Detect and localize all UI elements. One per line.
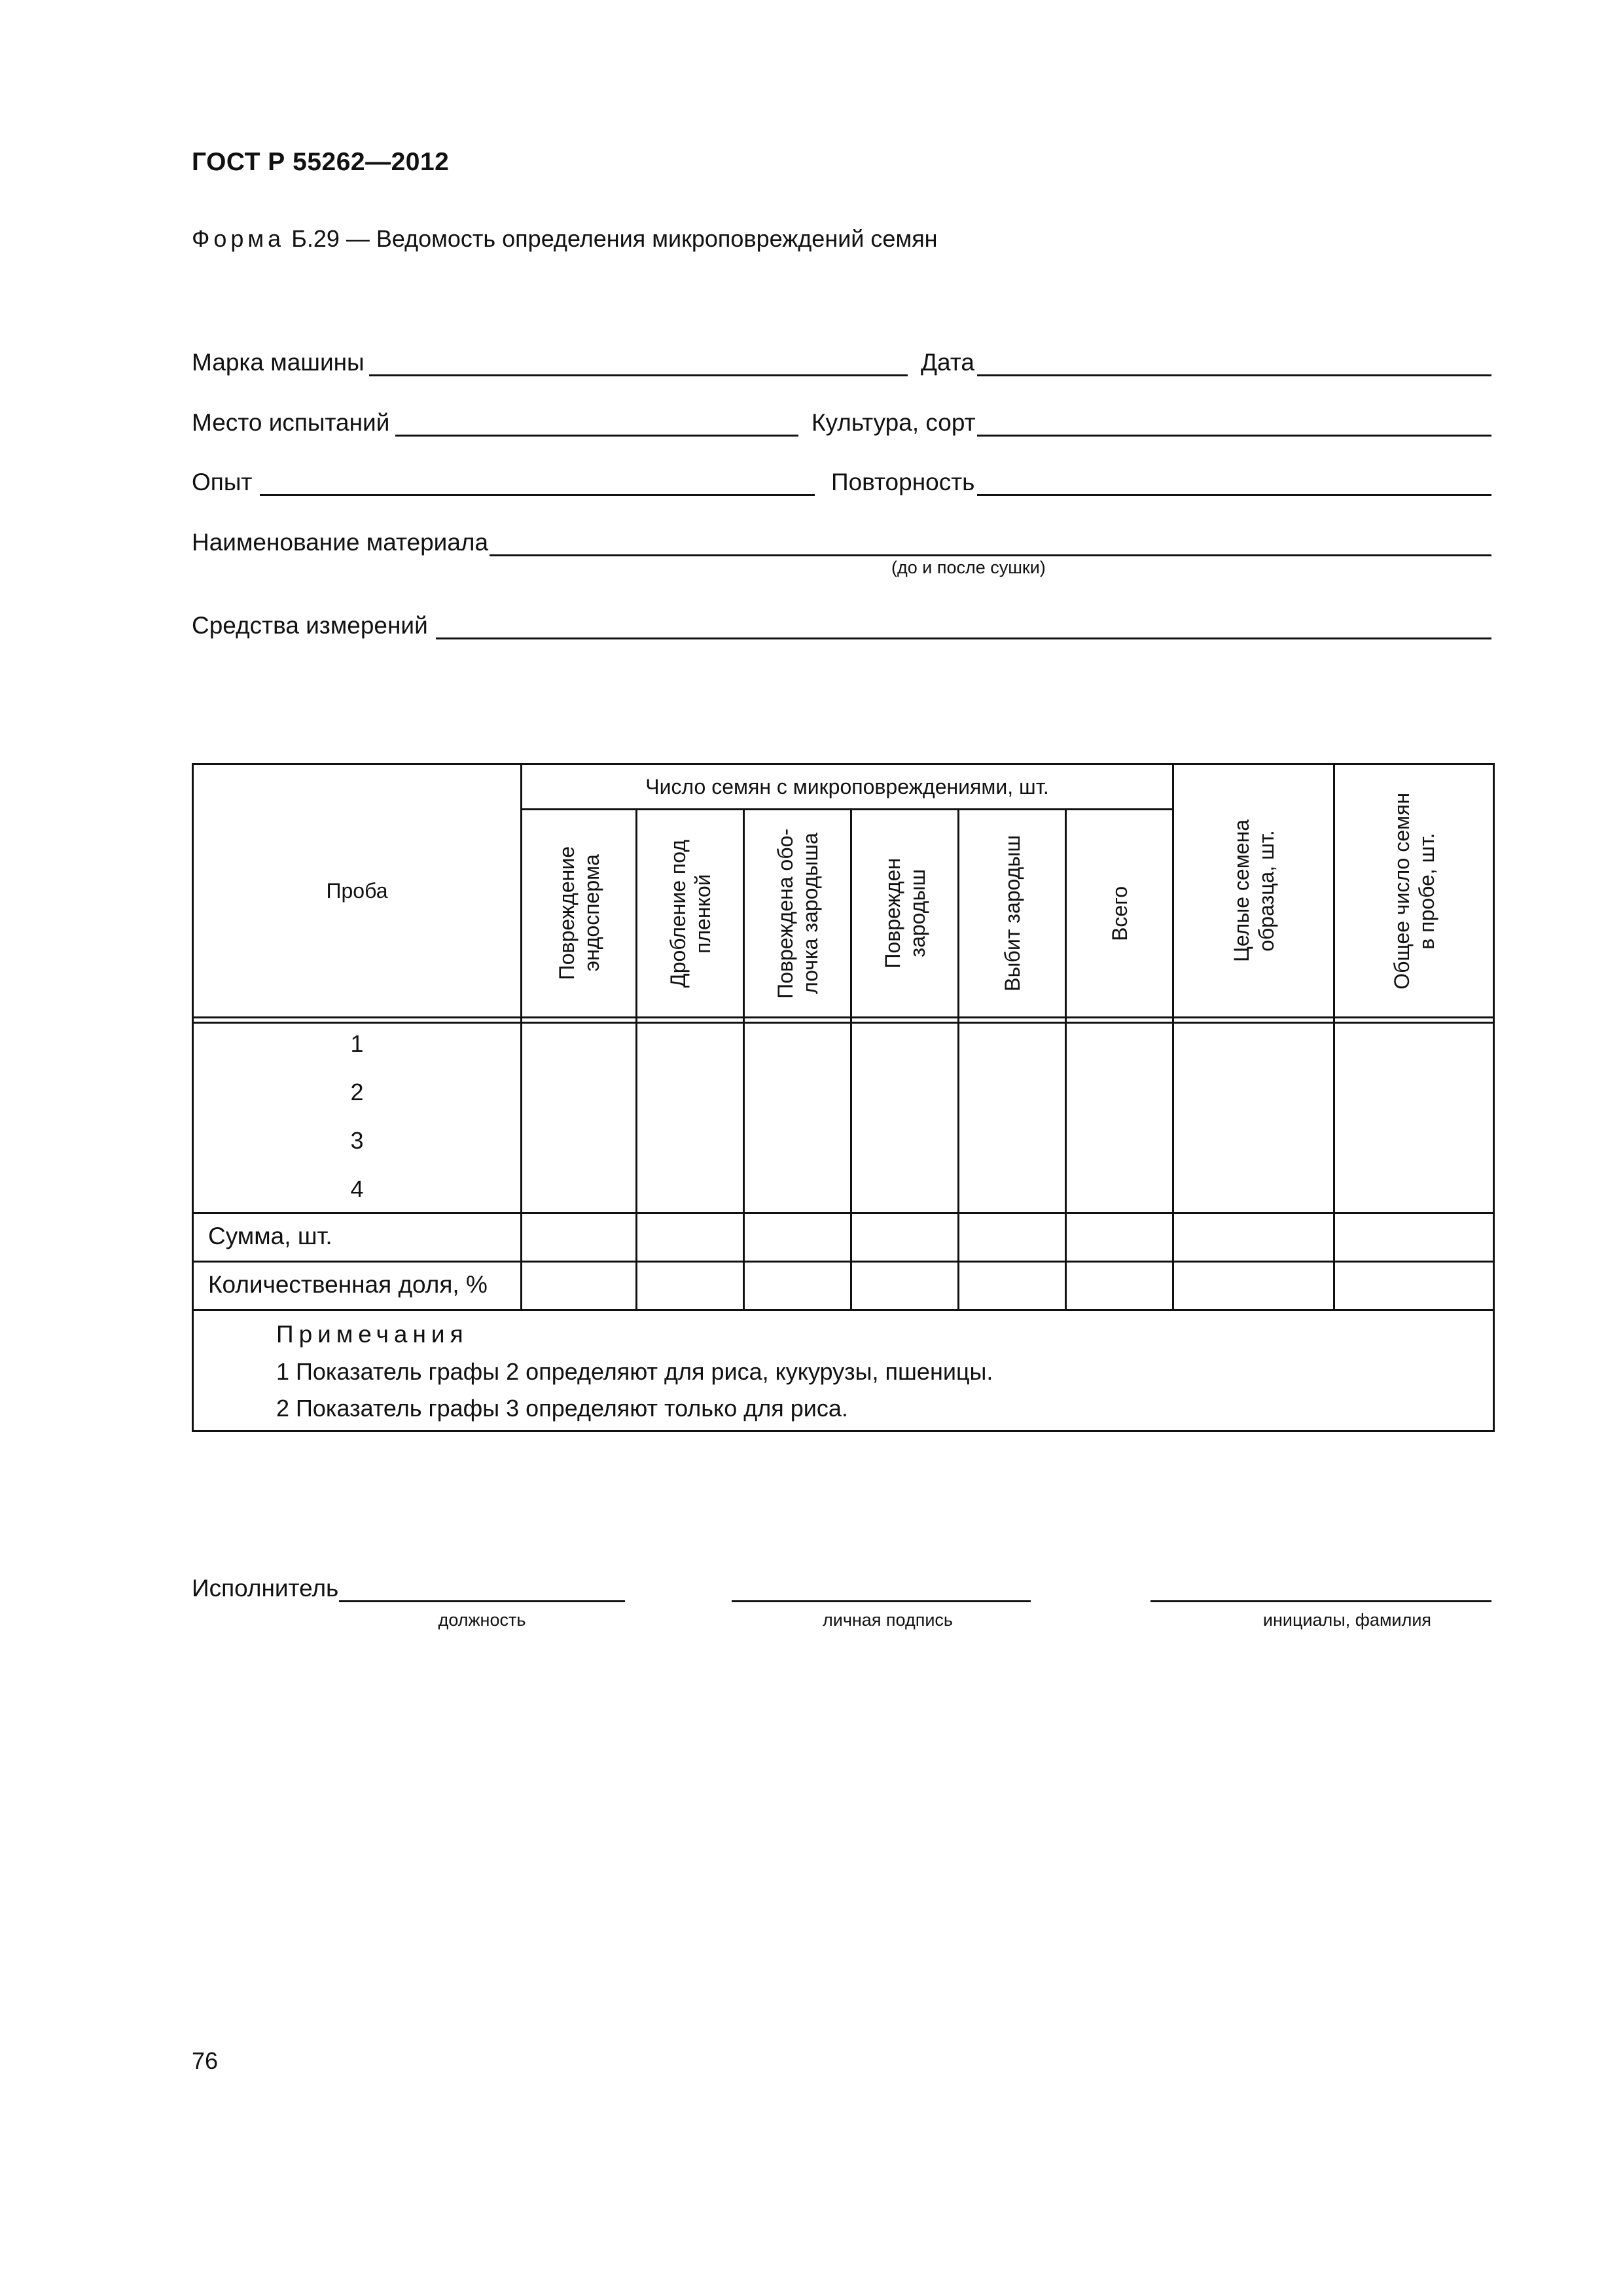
- date-label: Дата: [921, 349, 974, 376]
- column-header-label: Целые семена образца, шт.: [1229, 819, 1278, 962]
- document-header: ГОСТ Р 55262—2012: [192, 148, 450, 176]
- column-header-label: Выбит зародыш: [1000, 835, 1024, 992]
- test-place-field[interactable]: [395, 435, 798, 437]
- culture-field[interactable]: [977, 435, 1491, 437]
- sample-number: 4: [350, 1175, 364, 1202]
- column-header-label: Общее число семян в пробе, шт.: [1389, 792, 1438, 990]
- sum-row-label: Сумма, шт.: [208, 1223, 332, 1249]
- sample-number: 3: [350, 1127, 364, 1154]
- column-header-label: Повреждение эндосперма: [554, 846, 603, 980]
- notes-title: Примечания: [276, 1321, 469, 1348]
- initials-hint: инициалы, фамилия: [1262, 1610, 1432, 1630]
- column-header-label: Поврежден зародыш: [880, 858, 929, 969]
- column-header-crushing: [637, 810, 743, 1016]
- page-number: 76: [192, 2047, 219, 2074]
- column-group-header: Число семян с микроповреждениями, шт.: [645, 774, 1049, 798]
- table-hline: [192, 1309, 1495, 1311]
- column-header-embryo-knocked-out: [959, 810, 1065, 1016]
- signature-hint: личная подпись: [822, 1610, 954, 1630]
- column-header-label: Всего: [1107, 886, 1132, 941]
- column-header-label: Повреждена обо- лочка зародыша: [773, 828, 822, 999]
- sample-number: 1: [350, 1030, 364, 1057]
- experiment-field[interactable]: [260, 494, 815, 496]
- note-item: 2 Показатель графы 3 определяют только для риса.: [276, 1395, 848, 1422]
- test-place-label: Место испытаний: [192, 409, 390, 436]
- measurement-tools-field[interactable]: [436, 637, 1491, 639]
- column-header-embryo-shell: [745, 810, 850, 1016]
- column-header-endosperm-damage: [522, 810, 635, 1016]
- form-title-prefix: Форма: [192, 225, 285, 252]
- measurement-tools-label: Средства измерений: [192, 612, 428, 639]
- experiment-label: Опыт: [192, 469, 253, 495]
- table-hline: [192, 1016, 1495, 1018]
- form-title: [192, 225, 938, 253]
- initials-field[interactable]: [1150, 1600, 1491, 1602]
- sample-number: 2: [350, 1079, 364, 1105]
- culture-label: Культура, сорт: [812, 409, 976, 436]
- form-title-text: Б.29 — Ведомость определения микроповреждений семян: [291, 225, 938, 252]
- date-field[interactable]: [977, 374, 1491, 376]
- column-header-total-seeds: [1335, 765, 1493, 1016]
- signature-field[interactable]: [732, 1600, 1031, 1602]
- material-name-field[interactable]: [490, 554, 1491, 556]
- position-field[interactable]: [339, 1600, 625, 1602]
- note-item: 1 Показатель графы 2 определяют для риса, кукурузы, пшеницы.: [276, 1358, 993, 1385]
- column-header-embryo-damaged: [852, 810, 957, 1016]
- column-header-whole-seeds: [1174, 765, 1333, 1016]
- table-hline: [192, 1261, 1495, 1263]
- table-hline: [192, 1212, 1495, 1214]
- machine-brand-label: Марка машины: [192, 349, 365, 376]
- share-row-label: Количественная доля, %: [208, 1271, 488, 1298]
- column-header-sample: Проба: [326, 878, 388, 903]
- material-hint: (до и после сушки): [891, 558, 1046, 577]
- repetition-field[interactable]: [977, 494, 1491, 496]
- executor-label: Исполнитель: [192, 1575, 339, 1602]
- material-name-label: Наименование материала: [192, 529, 489, 556]
- column-header-label: Дробление под пленкой: [666, 839, 715, 988]
- machine-brand-field[interactable]: [369, 374, 908, 376]
- repetition-label: Повторность: [831, 469, 975, 495]
- table-hline: [192, 1022, 1495, 1024]
- position-hint: должность: [438, 1610, 526, 1630]
- column-header-total: [1067, 810, 1172, 1016]
